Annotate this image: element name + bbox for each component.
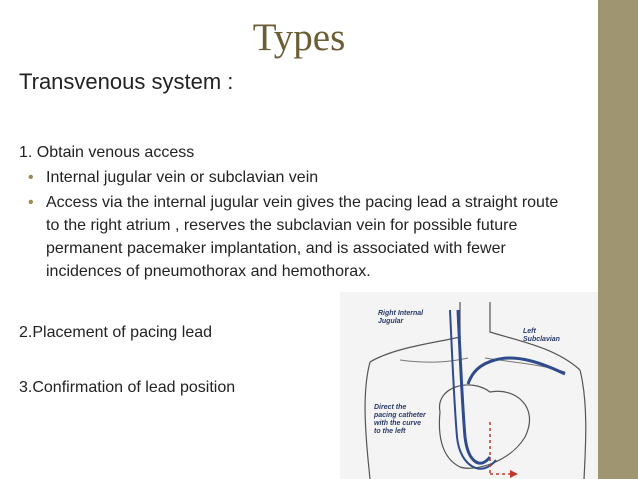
- step-1-text: 1. Obtain venous access: [19, 144, 195, 161]
- label-left-subclavian: Left Subclavian: [523, 328, 560, 343]
- bullet-item: [26, 191, 576, 283]
- step-3-text: 3.Confirmation of lead position: [19, 379, 236, 396]
- heart-outline: [439, 385, 529, 468]
- step-2-text: 2.Placement of pacing lead: [19, 324, 213, 341]
- slide-title: Types: [252, 16, 346, 59]
- bullet-icon: •: [28, 194, 34, 211]
- bullet-icon: •: [28, 169, 34, 186]
- right-internal-jugular-vein: [458, 310, 490, 463]
- torso-outline-left: [365, 362, 370, 479]
- bullet-list: [26, 166, 576, 285]
- bullet-text: Internal jugular vein or subclavian vein: [46, 169, 319, 186]
- label-right-internal-jugular: Right Internal Jugular: [378, 310, 424, 325]
- clavicle-line: [400, 358, 468, 362]
- bullet-item: [26, 166, 576, 189]
- slide-subtitle: Transvenous system :: [19, 69, 234, 94]
- pacing-lead-diagram: [340, 292, 598, 479]
- slide-side-bar: [598, 0, 638, 479]
- arrow-head-icon: [510, 470, 518, 478]
- bullet-text: Access via the internal jugular vein gives the pacing lead a straight route to the right atrium , reserves the subclavian vein for possible future permanent pacemaker implantation, and is associated with fewer incidences of pneumothorax and hemothorax.: [46, 194, 559, 280]
- pacing-catheter: [450, 310, 496, 469]
- torso-outline-right: [580, 370, 586, 479]
- label-direct-catheter: Direct the pacing catheter with the curve to the left: [374, 404, 426, 435]
